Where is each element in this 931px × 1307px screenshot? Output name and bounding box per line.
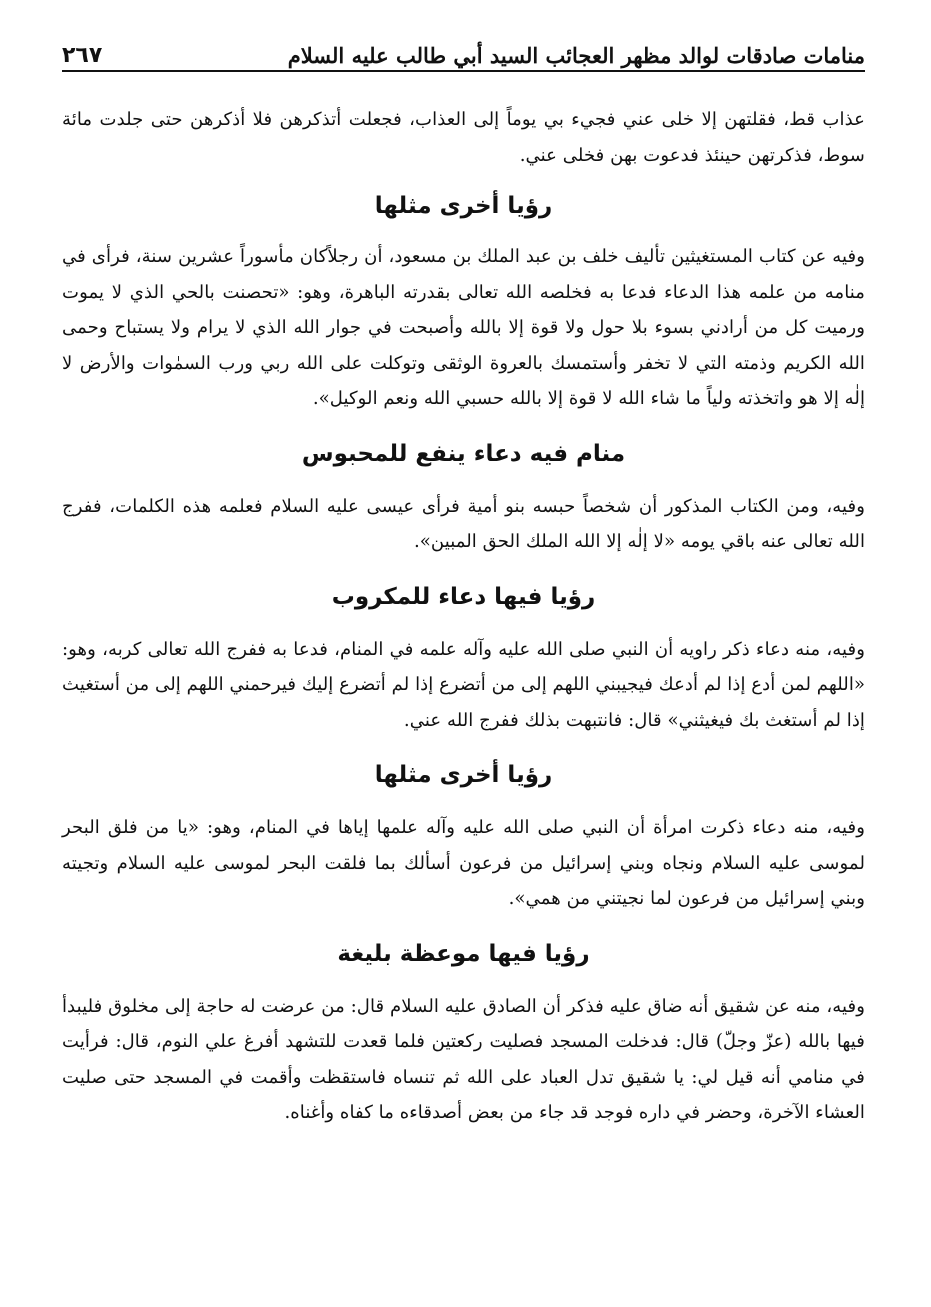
paragraph-distressed: وفيه، منه دعاء ذكر راويه أن النبي صلى الله عليه وآله علمه في المنام، فدعا به ففرج الله تعالى كربه، وهو: «اللهم لمن أدع إذا لم أدعك فيجيبني اللهم إلى من أتضرع إذا لم أتضرع إليك فيرحمني اللهم إلى من أستغيث إذا لم أستغث بك فيغيثني» قال: فانتبهت بذلك ففرج الله عني. — [62, 638, 865, 731]
page-body — [62, 102, 865, 1131]
paragraph-mustaghithin: وفيه عن كتاب المستغيثين تأليف خلف بن عبد الملك بن مسعود، أن رجلاًكان مأسوراً عشرين سنة، فرأى في منامه من علمه هذا الدعاء فدعا به فخلصه الله تعالى بقدرته الباهرة، وهو: «تحصنت بالحي الذي لا يموت ورميت كل من أرادني بسوء بلا حول ولا قوة إلا بالله وأصبحت في جوار الله الذي لا يرام ولا يستباح وحمى الله الكريم وذمته التي لا تخفر وأستمسك بالعروة الوثقى وتوكلت على الله ربي ورب السمٰوات والأرض لا إلٰه إلا هو واتخذته ولياً ما شاء الله لا قوة إلا بالله حسبي الله ونعم الوكيل». — [62, 246, 865, 409]
section-heading-distressed-dream: رؤيا فيها دعاء للمكروب — [331, 583, 596, 610]
page-number: ٢٦٧ — [62, 43, 103, 68]
running-header — [62, 28, 865, 72]
paragraph-prisoner: وفيه، ومن الكتاب المذكور أن شخصاً حبسه بنو أمية فرأى عيسى عليه السلام فعلمه هذه الكلمات، ففرج الله تعالى عنه باقي يومه «لا إلٰه إلا الله الملك الحق المبين». — [62, 495, 865, 552]
section-heading-another-dream-2: رؤيا أخرى مثلها — [374, 762, 553, 788]
paragraph-moses-sea: وفيه، منه دعاء ذكرت امرأة أن النبي صلى الله عليه وآله علمها إياها في المنام، وهو: «يا من فلق البحر لموسى عليه السلام ونجاه وبني إسرائيل من فرعون أسألك بما فلقت البحر لموسى عليه السلام وتجيته وبني إسرائيل من فرعون لما نجيتني من همي». — [62, 817, 865, 909]
book-page — [62, 28, 865, 1267]
paragraph-shaqiq: وفيه، منه عن شقيق أنه ضاق عليه فذكر أن الصادق عليه السلام قال: من عرضت له حاجة إلى مخلوق فليبدأ فيها بالله (عزّ وجلّ) قال: فدخلت المسجد فصليت ركعتين فلما قعدت للتشهد أفرغ علي النوم، قال: فرأيت في منامي أنه قيل لي: يا شقيق تدل العباد على الله ثم تنساه فاستقظت وأقمت في المسجد حتى صليت العشاء الآخرة، وحضر في داره فوجد قد جاء من بعض أصدقاءه ما كفاه وأغناه. — [62, 995, 865, 1123]
section-heading-prisoner-dream: منام فيه دعاء ينفع للمحبوس — [301, 440, 626, 467]
section-heading-another-dream: رؤيا أخرى مثلها — [374, 193, 553, 219]
running-header-title: منامات صادقات لوالد مظهر العجائب السيد أبي طالب عليه السلام — [287, 43, 865, 68]
section-heading-admonition: رؤيا فيها موعظة بليغة — [337, 940, 590, 967]
paragraph-continuation: عذاب قط، فقلتهن إلا خلى عني فجيء بي يوماً إلى العذاب، فجعلت أتذكرهن فلا أذكرهن حتى جلدت مائة سوط، فذكرتهن حينئذ فدعوت بهن فخلى عني. — [62, 109, 865, 166]
